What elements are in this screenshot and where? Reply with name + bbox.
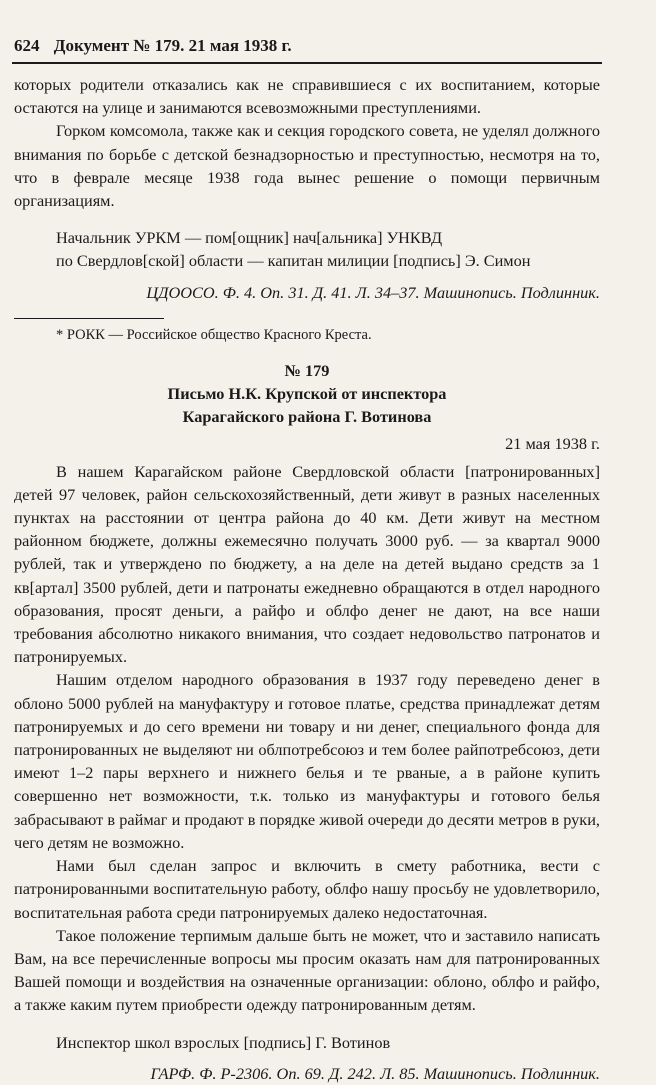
previous-signature-line-1: Начальник УРКМ — пом[ощник] нач[альника] УНКВД — [56, 228, 443, 248]
previous-document-continuation: которых родители отказались как не справившиеся с их воспитанием, которые остаются на улице и занимаются всевозможными преступлениями. — [14, 75, 600, 118]
previous-archive-source: ЦДООСО. Ф. 4. Оп. 31. Д. 41. Л. 34–37. Машинопись. Подлинник. — [146, 282, 600, 302]
previous-document-paragraph: Горком комсомола, также как и секция городского совета, не уделял должного внимания по борьбе с детской безнадзорностью и преступностью, несмотря на то, что в феврале месяце 1938 года вынес решение о помощи первичным организациям. — [14, 121, 600, 211]
letter-paragraph-1: В нашем Карагайском районе Свердловской области [патронированных] детей 97 человек, район сельскохозяйственный, дети живут в разных населенных пунктах на расстоянии от центра района до 40 км. Дети живут на местном районном бюджете, должны ежемесячно получать 3000 руб. — за квартал 9000 рублей, так и утверждено по бюджету, а на деле на детей выдано средств за 1 кв[артал] 3500 рублей, дети и патронаты ежедневно обращаются в отдел народного образования, просят деньги, а райфо и облфо денег не дают, на все наши требования абсолютно никакого внимания, что создает недовольство патронатов и патронируемых. — [14, 461, 600, 667]
footnote: * РОКК — Российское общество Красного Креста. — [56, 326, 372, 343]
document-date: 21 мая 1938 г. — [505, 434, 600, 454]
previous-signature-line-2: по Свердлов[ской] области — капитан милиции [подпись] Э. Симон — [56, 251, 531, 271]
running-title: Документ № 179. 21 мая 1938 г. — [53, 36, 292, 55]
header-rule — [12, 62, 602, 64]
running-header — [14, 36, 600, 56]
page-body — [14, 73, 600, 1085]
letter-paragraph-4: Такое положение терпимым дальше быть не может, что и заставило написать Вам, на все перечисленные вопросы мы просим оказать нам для патронированных Вашей помощи и воздействия на означенные организации: облоно, облфо и райфо, а также каким путем приобрести одежду патронированным детям. — [14, 925, 600, 1015]
letter-paragraph-3: Нами был сделан запрос и включить в смету работника, вести с патронированными воспитательную работу, облфо нашу просьбу не удовлетворило, воспитательная работа среди патронируемых далеко недостаточная. — [14, 856, 600, 922]
letter-paragraph-2: Нашим отделом народного образования в 1937 году переведено денег в облоно 5000 рублей на мануфактуру и готовое платье, средства принадлежат детям патронируемых и до сего времени ни товару и ни денег, специального фонда для патронированных не выделяют ни облпотребсоюз и тем более райпотребсоюз, дети имеют 1–2 пары верхнего и нижнего белья и те рваные, а в районе купить совершенно нет возможности, т.к. только из мануфактуры и готового белья забрасывают в раймаг и продают в порядке живой очереди до десяти метров в руки, чего детям не возможно. — [14, 670, 600, 852]
document-number: № 179 — [284, 360, 330, 380]
footnote-rule — [14, 318, 164, 319]
letter-signature: Инспектор школ взрослых [подпись] Г. Вотинов — [56, 1032, 391, 1052]
page-number: 624 — [14, 36, 40, 55]
document-title-line-2: Карагайского района Г. Вотинова — [182, 407, 432, 427]
letter-archive-source: ГАРФ. Ф. Р-2306. Оп. 69. Д. 242. Л. 85. Машинопись. Подлинник. — [150, 1063, 600, 1083]
document-title-line-1: Письмо Н.К. Крупской от инспектора — [167, 384, 447, 404]
